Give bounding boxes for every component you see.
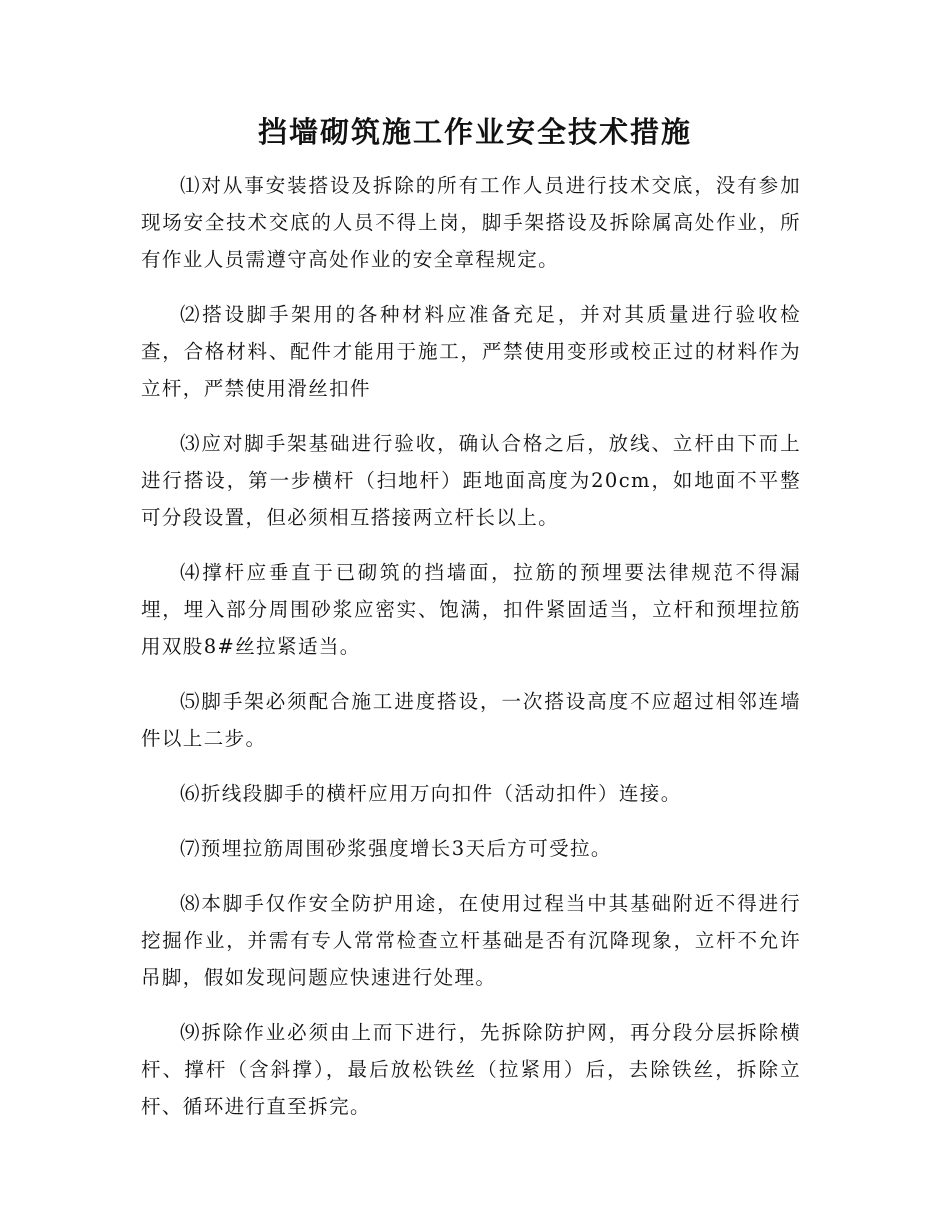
paragraph-6: ⑹折线段脚手的横杆应用万向扣件（活动扣件）连接。 [180, 782, 682, 805]
paragraph-3: ⑶应对脚手架基础进行验收，确认合格之后，放线、立杆由下而上进行搭设，第一步横杆（扫地杆）距地面高度为20cm，如地面不平整可分段设置，但必须相互搭接两立杆长以上。 [141, 432, 801, 529]
paragraph-7: ⑺预埋拉筋周围砂浆强度增长3天后方可受拉。 [180, 837, 612, 860]
document-body [141, 167, 801, 1143]
paragraph-4: ⑷撑杆应垂直于已砌筑的挡墙面，拉筋的预埋要法律规范不得漏埋，埋入部分周围砂浆应密实、饱满，扣件紧固适当，立杆和预埋拉筋用双股8#丝拉紧适当。 [141, 561, 801, 658]
paragraph-1: ⑴对从事安装搭设及拆除的所有工作人员进行技术交底，没有参加现场安全技术交底的人员不得上岗，脚手架搭设及拆除属高处作业，所有作业人员需遵守高处作业的安全章程规定。 [141, 174, 801, 271]
paragraph-9: ⑼拆除作业必须由上而下进行，先拆除防护网，再分段分层拆除横杆、撑杆（含斜撑），最后放松铁丝（拉紧用）后，去除铁丝，拆除立杆、循环进行直至拆完。 [141, 1021, 801, 1118]
paragraph-2: ⑵搭设脚手架用的各种材料应准备充足，并对其质量进行验收检查，合格材料、配件才能用于施工，严禁使用变形或校正过的材料作为立杆，严禁使用滑丝扣件 [141, 303, 801, 400]
document-title: 挡墙砌筑施工作业安全技术措施 [257, 115, 692, 149]
paragraph-5: ⑸脚手架必须配合施工进度搭设，一次搭设高度不应超过相邻连墙件以上二步。 [141, 690, 801, 750]
paragraph-8: ⑻本脚手仅作安全防护用途，在使用过程当中其基础附近不得进行挖掘作业，并需有专人常常检查立杆基础是否有沉降现象，立杆不允许吊脚，假如发现问题应快速进行处理。 [141, 892, 801, 989]
